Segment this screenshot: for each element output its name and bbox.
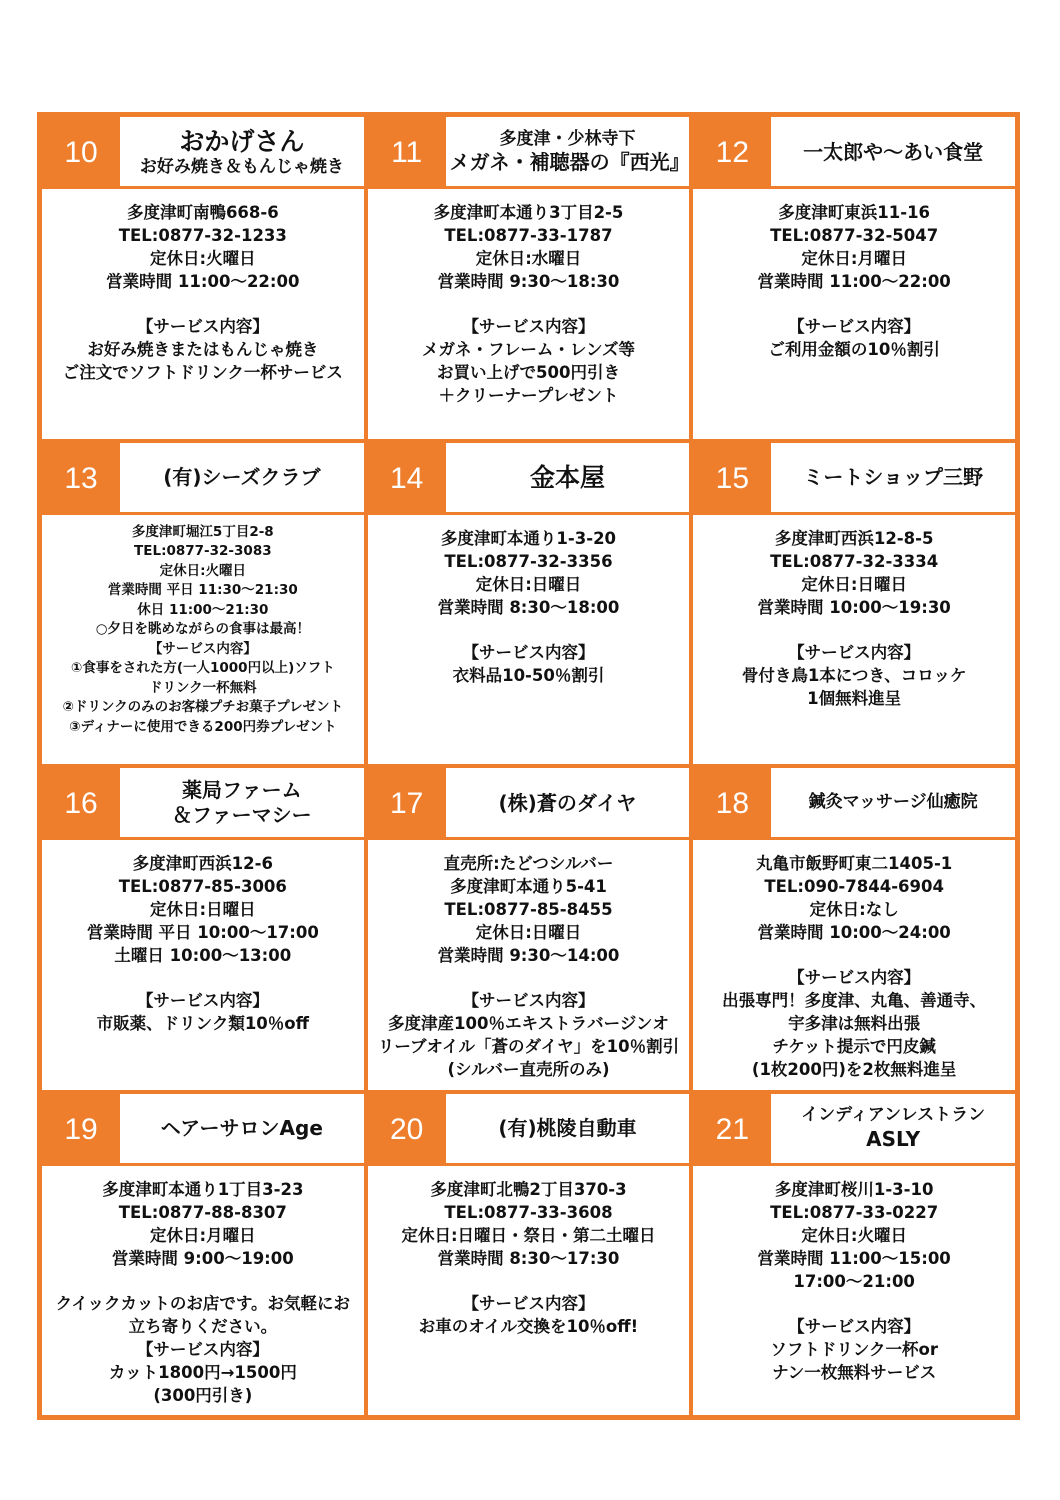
shop-tel: TEL:0877-85-8455 — [444, 900, 613, 919]
service-line: ご注文でソフトドリンク一杯サービス — [62, 363, 343, 382]
shop-title — [124, 1094, 360, 1164]
service-heading: 【サービス内容】 — [462, 1293, 595, 1313]
shop-card — [691, 115, 1017, 441]
service-line: ＋クリーナープレゼント — [438, 386, 619, 405]
service-line: ①食事をされた方(一人1000円以上)ソフト — [70, 660, 335, 676]
service-line: ナン一枚無料サービス — [772, 1362, 937, 1382]
shop-details — [697, 848, 1011, 1086]
shop-name: (有)シーズクラブ — [163, 465, 321, 489]
shop-name: (有)桃陵自動車 — [498, 1116, 637, 1140]
shop-title — [775, 117, 1011, 187]
shop-hours: 営業時間 8:30～18:00 — [437, 597, 620, 617]
shop-details — [46, 1174, 360, 1412]
shop-number: 15 — [693, 443, 771, 515]
shop-name: 一太郎や～あい食堂 — [803, 139, 984, 164]
shop-holiday: 定休日:日曜日 — [475, 923, 582, 942]
shop-address: 多度津町桜川1-3-10 — [774, 1179, 934, 1199]
shop-card — [366, 441, 692, 767]
shop-card — [691, 766, 1017, 1092]
shop-tel: TEL:0877-32-3356 — [444, 551, 613, 571]
service-line: お好み焼きまたはもんじゃ焼き — [87, 340, 319, 359]
shop-tel: TEL:0877-33-1787 — [444, 226, 613, 245]
shop-title — [775, 443, 1011, 513]
shop-card — [691, 441, 1017, 767]
shop-description: 立ち寄りください。 — [128, 1316, 278, 1336]
shop-number: 10 — [42, 117, 120, 189]
service-heading: 【サービス内容】 — [136, 317, 269, 336]
card-header — [42, 443, 364, 515]
service-heading: 【サービス内容】 — [788, 1316, 921, 1336]
service-line: (1枚200円)を2枚無料進呈 — [751, 1060, 957, 1079]
shop-details — [697, 197, 1011, 435]
shop-hours: 営業時間 11:00～15:00 — [757, 1248, 951, 1268]
shop-tel: TEL:0877-33-0227 — [770, 1202, 939, 1222]
shop-name: おかげさん — [179, 126, 305, 156]
shop-card — [366, 766, 692, 1092]
service-heading: 【サービス内容】 — [788, 968, 921, 987]
shop-title — [450, 1094, 686, 1164]
shop-card — [40, 441, 366, 767]
shop-grid — [37, 112, 1020, 1420]
shop-hours: 営業時間 10:00～19:30 — [757, 597, 951, 617]
shop-tel: TEL:0877-32-1233 — [118, 226, 287, 245]
shop-details — [46, 848, 360, 1086]
shop-holiday: 定休日:水曜日 — [475, 249, 582, 268]
shop-number: 21 — [693, 1094, 771, 1166]
shop-name: メガネ・補聴器の『西光』 — [449, 150, 690, 175]
shop-hours-evening: 17:00～21:00 — [793, 1271, 915, 1291]
shop-hours: 営業時間 9:30～18:30 — [437, 272, 620, 291]
service-line: 市販薬、ドリンク類10％off — [96, 1014, 309, 1033]
shop-title — [449, 117, 690, 187]
card-header — [693, 768, 1015, 840]
shop-holiday: 定休日:火曜日 — [150, 249, 256, 268]
shop-card — [40, 766, 366, 1092]
shop-address: 丸亀市飯野町東二1405-1 — [756, 854, 953, 873]
service-heading: 【サービス内容】 — [788, 642, 921, 662]
shop-details — [697, 1174, 1011, 1412]
service-line: お買い上げで500円引き — [437, 363, 620, 382]
service-line: 衣料品10-50％割引 — [452, 665, 605, 685]
service-line: ドリンク一杯無料 — [148, 679, 257, 696]
shop-tel: TEL:0877-32-3334 — [770, 551, 939, 571]
service-line: カット1800円→1500円 — [108, 1362, 297, 1382]
shop-number: 17 — [368, 768, 446, 840]
shop-address: 多度津町本通り1丁目3-23 — [102, 1179, 304, 1199]
shop-details — [697, 523, 1011, 761]
shop-details — [372, 523, 686, 761]
shop-name-line2: ＆ファーマシー — [172, 803, 312, 827]
service-line: ご利用金額の10％割引 — [768, 340, 940, 359]
shop-number: 14 — [368, 443, 446, 515]
shop-name: 鍼灸マッサージ仙癒院 — [808, 792, 978, 813]
shop-subtitle: 多度津・少林寺下 — [499, 128, 636, 149]
service-line: ②ドリンクのみのお客様プチお菓子プレゼント — [62, 699, 344, 715]
service-line: ③ディナーに使用できる200円券プレゼント — [69, 718, 337, 735]
shop-note: ○夕日を眺めながらの食事は最高！ — [95, 621, 310, 637]
shop-details — [372, 197, 686, 435]
service-line: (300円引き) — [153, 1385, 253, 1405]
shop-name: ミートショップ三野 — [803, 465, 983, 489]
shop-holiday: 定休日:月曜日 — [150, 1225, 256, 1245]
service-line: 多度津産100％エキストラバージンオ — [388, 1014, 669, 1033]
shop-tel: TEL:090-7844-6904 — [764, 877, 944, 896]
shop-tel: TEL:0877-88-8307 — [118, 1202, 287, 1222]
shop-address: 多度津町南鴨668-6 — [126, 203, 279, 222]
shop-hours: 営業時間 10:00～24:00 — [757, 923, 951, 942]
shop-details — [372, 848, 686, 1086]
shop-title — [450, 768, 686, 838]
card-header — [42, 117, 364, 189]
shop-holiday: 定休日:月曜日 — [801, 249, 907, 268]
shop-address: 多度津町北鴨2丁目370-3 — [430, 1179, 627, 1199]
shop-address: 多度津町西浜12-6 — [132, 854, 273, 873]
shop-title — [450, 443, 686, 513]
shop-number: 13 — [42, 443, 120, 515]
service-heading: 【サービス内容】 — [462, 317, 595, 336]
shop-card — [40, 1092, 366, 1418]
shop-hours: 営業時間 11:00～22:00 — [757, 272, 951, 291]
shop-tel: TEL:0877-85-3006 — [118, 877, 287, 896]
service-heading: 【サービス内容】 — [136, 1339, 269, 1359]
shop-number: 12 — [693, 117, 771, 189]
service-line: 骨付き鳥1本につき、コロッケ — [741, 665, 967, 685]
shop-hours: 営業時間 8:30～17:30 — [437, 1248, 620, 1268]
service-heading: 【サービス内容】 — [148, 640, 257, 657]
card-header — [42, 768, 364, 840]
service-line: チケット提示で円皮鍼 — [772, 1037, 936, 1056]
shop-number: 16 — [42, 768, 120, 840]
card-header — [368, 443, 690, 515]
shop-hours-holiday: 休日 11:00～21:30 — [137, 601, 269, 618]
shop-hours: 営業時間 11:00～22:00 — [106, 272, 300, 291]
shop-details — [46, 523, 360, 761]
shop-holiday: 定休日:日曜日 — [475, 574, 582, 594]
shop-holiday: 定休日:火曜日 — [801, 1225, 907, 1245]
shop-name: ヘアーサロンAge — [160, 1116, 323, 1140]
service-heading: 【サービス内容】 — [788, 317, 921, 336]
shop-holiday: 定休日:日曜日 — [801, 574, 907, 594]
card-header — [368, 1094, 690, 1166]
card-header — [693, 1094, 1015, 1166]
shop-address: 多度津町本通り5-41 — [450, 877, 607, 896]
service-line: (シルバー直売所のみ) — [447, 1060, 610, 1079]
shop-title — [124, 443, 360, 513]
shop-holiday: 定休日:日曜日 — [150, 900, 256, 919]
shop-tel: TEL:0877-32-5047 — [770, 226, 939, 245]
shop-number: 19 — [42, 1094, 120, 1166]
shop-name: 薬局ファーム — [182, 778, 302, 802]
card-header — [693, 117, 1015, 189]
shop-title — [775, 768, 1011, 838]
shop-subtitle: お好み焼き＆もんじゃ焼き — [139, 157, 344, 177]
shop-address: 多度津町堀江5丁目2-8 — [131, 523, 274, 540]
shop-number: 11 — [368, 117, 446, 189]
card-header — [368, 117, 690, 189]
shop-holiday: 定休日:日曜日・祭日・第二土曜日 — [401, 1225, 656, 1245]
service-line: 宇多津は無料出張 — [788, 1014, 921, 1033]
shop-card — [366, 115, 692, 441]
shop-outlet: 直売所:たどつシルバー — [443, 854, 614, 873]
shop-address: 多度津町東浜11-16 — [778, 203, 931, 222]
service-heading: 【サービス内容】 — [136, 991, 269, 1010]
shop-address: 多度津町西浜12-8-5 — [774, 528, 934, 548]
service-line: 1個無料進呈 — [807, 688, 902, 708]
shop-address: 多度津町本通り1-3-20 — [440, 528, 617, 548]
card-header — [42, 1094, 364, 1166]
shop-hours: 営業時間 9:30～14:00 — [437, 946, 620, 965]
service-line: メガネ・フレーム・レンズ等 — [422, 340, 635, 359]
card-header — [368, 768, 690, 840]
shop-hours: 営業時間 平日 11:30～21:30 — [107, 582, 298, 598]
shop-name: 金本屋 — [529, 462, 605, 492]
shop-card — [691, 1092, 1017, 1418]
shop-tel: TEL:0877-33-3608 — [444, 1202, 613, 1222]
shop-description: クイックカットのお店です。お気軽にお — [55, 1293, 351, 1313]
shop-holiday: 定休日:火曜日 — [159, 562, 247, 579]
service-heading: 【サービス内容】 — [462, 991, 595, 1010]
shop-title — [124, 768, 360, 838]
shop-hours: 営業時間 9:00～19:00 — [111, 1248, 294, 1268]
shop-holiday: 定休日:なし — [809, 900, 899, 919]
service-heading: 【サービス内容】 — [462, 642, 595, 662]
service-line: お車のオイル交換を10％off! — [418, 1316, 639, 1336]
shop-title — [124, 117, 360, 187]
shop-subtitle: インディアンレストラン — [801, 1105, 986, 1126]
shop-details — [46, 197, 360, 435]
shop-card — [366, 1092, 692, 1418]
shop-number: 20 — [368, 1094, 446, 1166]
shop-name: ASLY — [866, 1126, 921, 1151]
shop-hours: 営業時間 平日 10:00～17:00 — [86, 923, 319, 942]
service-line: ソフトドリンク一杯or — [770, 1339, 938, 1359]
shop-address: 多度津町本通り3丁目2-5 — [433, 203, 624, 222]
shop-tel: TEL:0877-32-3083 — [134, 543, 272, 559]
shop-number: 18 — [693, 768, 771, 840]
shop-card — [40, 115, 366, 441]
shop-name: (株)蒼のダイヤ — [498, 790, 637, 815]
shop-details — [372, 1174, 686, 1412]
shop-hours-saturday: 土曜日 10:00～13:00 — [114, 946, 292, 965]
card-header — [693, 443, 1015, 515]
shop-title — [775, 1094, 1011, 1164]
service-line: リーブオイル「蒼のダイヤ」を10％割引 — [377, 1037, 680, 1056]
service-line: 出張専門！多度津、丸亀、善通寺、 — [722, 991, 987, 1010]
